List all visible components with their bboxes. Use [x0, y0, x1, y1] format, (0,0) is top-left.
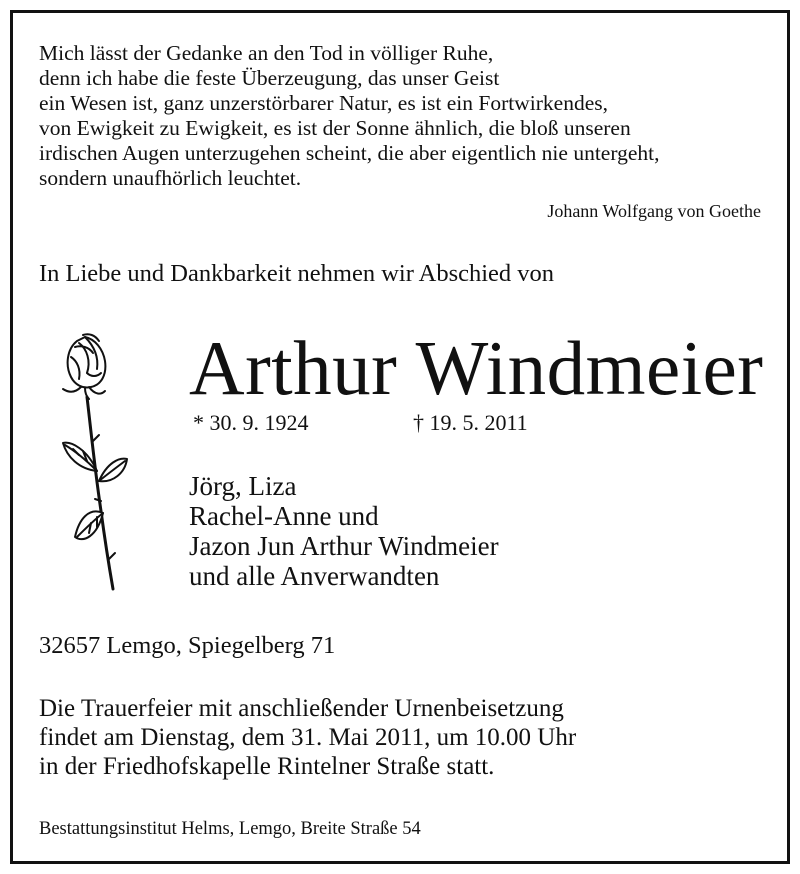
quote-line: Mich lässt der Gedanke an den Tod in völliger Ruhe,: [39, 41, 494, 65]
quote-block: [39, 41, 660, 191]
family-line: Jörg, Liza: [189, 471, 297, 501]
service-line: findet am Dienstag, dem 31. Mai 2011, um 10.00 Uhr: [39, 724, 577, 751]
service-line: Die Trauerfeier mit anschließender Urnenbeisetzung: [39, 695, 564, 722]
family-address: 32657 Lemgo, Spiegelberg 71: [39, 632, 336, 659]
quote-line: ein Wesen ist, ganz unzerstörbarer Natur, es ist ein Fortwirkendes,: [39, 91, 608, 115]
obituary-notice: [10, 10, 790, 864]
farewell-intro: In Liebe und Dankbarkeit nehmen wir Abschied von: [39, 260, 555, 287]
deceased-name: Arthur Windmeier: [189, 325, 764, 411]
family-members: [189, 471, 499, 591]
quote-line: sondern unaufhörlich leuchtet.: [39, 166, 302, 190]
quote-line: von Ewigkeit zu Ewigkeit, es ist der Sonne ähnlich, die bloß unseren: [39, 116, 631, 140]
death-date: † 19. 5. 2011: [413, 410, 528, 435]
service-line: in der Friedhofskapelle Rintelner Straße statt.: [39, 753, 495, 780]
life-dates: [193, 410, 528, 436]
funeral-service-info: [39, 694, 576, 781]
family-line: und alle Anverwandten: [189, 561, 440, 591]
rose-icon: [57, 331, 131, 593]
undertaker-info: Bestattungsinstitut Helms, Lemgo, Breite Straße 54: [39, 819, 421, 839]
family-line: Rachel-Anne und: [189, 501, 379, 531]
birth-date: * 30. 9. 1924: [193, 410, 309, 435]
quote-author: Johann Wolfgang von Goethe: [547, 201, 761, 221]
quote-line: denn ich habe die feste Überzeugung, das unser Geist: [39, 66, 500, 90]
family-line: Jazon Jun Arthur Windmeier: [189, 531, 499, 561]
quote-line: irdischen Augen unterzugehen scheint, die aber eigentlich nie untergeht,: [39, 141, 660, 165]
